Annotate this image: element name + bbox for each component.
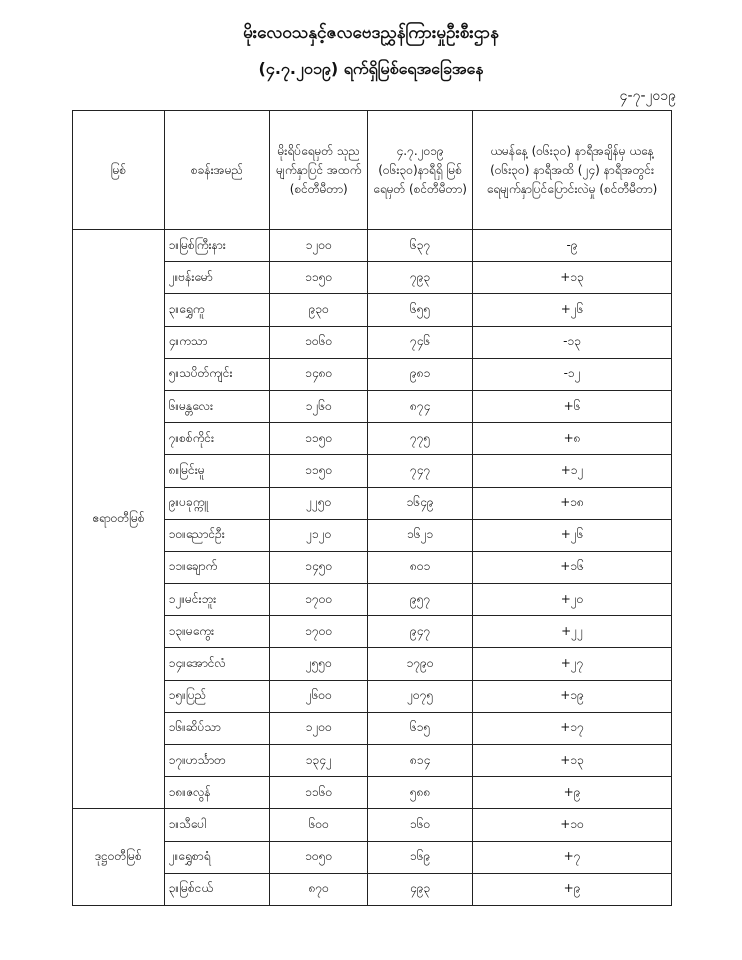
water-level-cell: ၉၄၇ [368, 616, 473, 648]
water-level-cell: ၁၇၉၀ [368, 648, 473, 680]
change-cell: +၁၀ [473, 809, 672, 841]
change-cell: +၁၃ [473, 262, 672, 294]
water-level-cell: ၂၀၇၅ [368, 680, 473, 712]
station-cell: ၁၅။ပြည် [164, 680, 270, 712]
water-level-cell: ၇၇၅ [368, 423, 473, 455]
water-level-cell: ၆၅၅ [368, 294, 473, 326]
water-level-cell: ၁၆၄၉ [368, 487, 473, 519]
danger-level-cell: ၂၅၅၀ [270, 648, 368, 680]
station-cell: ၁၁။ချောက် [164, 551, 270, 583]
table-row [73, 230, 672, 262]
danger-level-cell: ၁၁၆၀ [270, 777, 368, 809]
change-cell: +၂၆ [473, 519, 672, 551]
station-cell: ၁၃။မကွေး [164, 616, 270, 648]
danger-level-cell: ၁၇၀၀ [270, 616, 368, 648]
table-header-row [73, 111, 672, 230]
water-level-cell: ၇၉၃ [368, 262, 473, 294]
header-station: စခန်းအမည် [164, 111, 270, 230]
header-danger-level: မိုးရိပ်ရေမှတ် သုည မျက်နှာပြင် အထက် (စင်တီမီတာ) [270, 111, 368, 230]
change-cell: +၈ [473, 423, 672, 455]
change-cell: -၉ [473, 230, 672, 262]
danger-level-cell: ၁၂၆၀ [270, 390, 368, 422]
danger-level-cell: ၁၇၀၀ [270, 584, 368, 616]
danger-level-cell: ၁၀၆၀ [270, 326, 368, 358]
water-level-cell: ၇၄၇ [368, 455, 473, 487]
header-current-level: ၄.၇.၂၀၁၉ (၀၆း၃၀)နာရီရှိ မြစ်ရေမှတ် (စင်တီမီတာ) [368, 111, 473, 230]
station-cell: ၃။မြစ်ငယ် [164, 873, 270, 905]
river-level-table [72, 110, 672, 906]
change-cell: +၉ [473, 777, 672, 809]
danger-level-cell: ၁၄၈၀ [270, 358, 368, 390]
station-cell: ၅။သပိတ်ကျင်း [164, 358, 270, 390]
station-cell: ၆။မန္တလေး [164, 390, 270, 422]
danger-level-cell: ၁၂၀၀ [270, 712, 368, 744]
station-cell: ၃။ရွှေကူ [164, 294, 270, 326]
water-level-cell: ၈၀၁ [368, 551, 473, 583]
station-cell: ၈။မြင်းမူ [164, 455, 270, 487]
station-cell: ၄။ကသာ [164, 326, 270, 358]
water-level-cell: ၄၉၃ [368, 873, 473, 905]
change-cell: -၁၃ [473, 326, 672, 358]
change-cell: +၁၇ [473, 712, 672, 744]
danger-level-cell: ၂၆၀၀ [270, 680, 368, 712]
danger-level-cell: ၁၄၅၀ [270, 551, 368, 583]
station-cell: ၁၄။အောင်လံ [164, 648, 270, 680]
water-level-cell: ၆၃၇ [368, 230, 473, 262]
header-river: မြစ် [73, 111, 165, 230]
station-cell: ၇။စစ်ကိုင်း [164, 423, 270, 455]
change-cell: +၂၂ [473, 616, 672, 648]
station-cell: ၁၂။မင်းဘူး [164, 584, 270, 616]
station-cell: ၁။မြစ်ကြီးနား [164, 230, 270, 262]
danger-level-cell: ၈၇၀ [270, 873, 368, 905]
change-cell: -၁၂ [473, 358, 672, 390]
danger-level-cell: ၂၁၂၀ [270, 519, 368, 551]
table-row [73, 809, 672, 841]
water-level-cell: ၁၆၀ [368, 809, 473, 841]
water-level-cell: ၁၆၂၁ [368, 519, 473, 551]
change-cell: +၁၃ [473, 745, 672, 777]
danger-level-cell: ၁၂၀၀ [270, 230, 368, 262]
danger-level-cell: ၁၁၅၀ [270, 423, 368, 455]
station-cell: ၁၇။ဟင်္သာတ [164, 745, 270, 777]
change-cell: +၂၇ [473, 648, 672, 680]
water-level-cell: ၇၄၆ [368, 326, 473, 358]
change-cell: +၂၀ [473, 584, 672, 616]
change-cell: +၁၂ [473, 455, 672, 487]
change-cell: +၁၆ [473, 551, 672, 583]
change-cell: +၂၆ [473, 294, 672, 326]
water-level-cell: ၅၈၈ [368, 777, 473, 809]
station-cell: ၉။ပခုက္ကူ [164, 487, 270, 519]
danger-level-cell: ၁၀၅၀ [270, 841, 368, 873]
water-level-cell: ၉၈၁ [368, 358, 473, 390]
water-level-cell: ၈၁၄ [368, 745, 473, 777]
station-cell: ၂။ရွှေစာရံ [164, 841, 270, 873]
river-name-cell: ဒုဋ္ဌဝတီမြစ် [73, 809, 165, 906]
danger-level-cell: ၁၁၅၀ [270, 262, 368, 294]
river-name-cell: ဧရာဝတီမြစ် [73, 230, 165, 809]
water-level-cell: ၁၆၉ [368, 841, 473, 873]
station-cell: ၁၈။ဇလွန် [164, 777, 270, 809]
page-title: မိုးလေဝသနှင့်ဇလဗေဒညွှန်ကြားမှုဦးစီးဌာန [243, 23, 499, 43]
water-level-cell: ၉၅၇ [368, 584, 473, 616]
page-subtitle: (၄.၇.၂၀၁၉) ရက်ရှိမြစ်ရေအခြေအနေ [258, 59, 484, 78]
header-24h-change: ယမန်နေ့ (၀၆း၃၀) နာရီအချိန်မှ ယနေ့ (၀၆း၃၀) နာရီအထိ (၂၄) နာရီအတွင်း ရေမျက်နှာပြင်ပြောင်းလဲမှု (စင်တီမီတာ) [473, 111, 672, 230]
change-cell: +၁၉ [473, 680, 672, 712]
danger-level-cell: ၉၃၀ [270, 294, 368, 326]
station-cell: ၁၀။ညောင်ဦး [164, 519, 270, 551]
station-cell: ၁၆။ဆိပ်သာ [164, 712, 270, 744]
change-cell: +၉ [473, 873, 672, 905]
water-level-cell: ၈၇၄ [368, 390, 473, 422]
table-body [73, 230, 672, 906]
station-cell: ၂။ဗန်းမော် [164, 262, 270, 294]
report-date: ၄-၇-၂၀၁၉ [619, 88, 676, 104]
danger-level-cell: ၁၃၄၂ [270, 745, 368, 777]
danger-level-cell: ၂၂၅၀ [270, 487, 368, 519]
change-cell: +၆ [473, 390, 672, 422]
water-level-cell: ၆၁၅ [368, 712, 473, 744]
danger-level-cell: ၁၁၅၀ [270, 455, 368, 487]
danger-level-cell: ၆၀၀ [270, 809, 368, 841]
station-cell: ၁။သီပေါ [164, 809, 270, 841]
change-cell: +၁၈ [473, 487, 672, 519]
change-cell: +၇ [473, 841, 672, 873]
